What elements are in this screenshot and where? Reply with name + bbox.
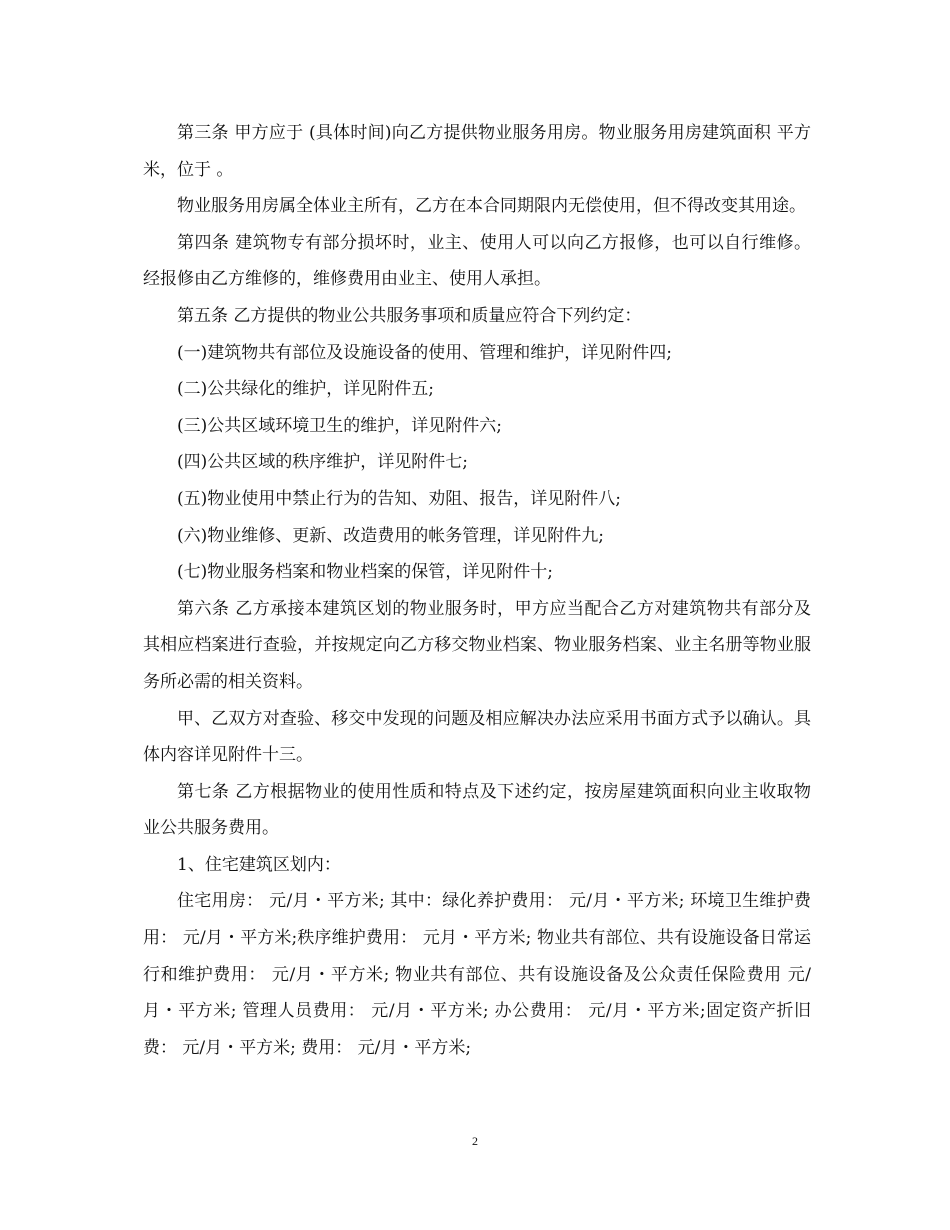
paragraph-article-4: 第四条 建筑物专有部分损坏时，业主、使用人可以向乙方报修，也可以自行维修。经报修由乙方维修的，维修费用由业主、使用人承担。 bbox=[143, 232, 811, 290]
page-number: 2 bbox=[472, 1134, 478, 1148]
list-item-2: (二)公共绿化的维护，详见附件五; bbox=[177, 379, 434, 400]
paragraph-article-5: 第五条 乙方提供的物业公共服务事项和质量应符合下列约定： bbox=[177, 305, 642, 326]
list-item-4: (四)公共区域的秩序维护，详见附件七; bbox=[177, 452, 468, 473]
list-item-7: (七)物业服务档案和物业档案的保管，详见附件十; bbox=[177, 562, 553, 583]
paragraph-inspection-confirmation: 甲、乙双方对查验、移交中发现的问题及相应解决办法应采用书面方式予以确认。具体内容详见附件十三。 bbox=[143, 708, 811, 766]
paragraph-residential-fees: 住宅用房： 元/月・平方米; 其中：绿化养护费用： 元/月・平方米; 环境卫生维护费用： 元/月・平方米;秩序维护费用： 元月・平方米; 物业共有部位、共有设施设备日常运行和维护费用： 元/月・平方米; 物业共有部位、共有设施设备及公众责任保险费用 元/月・平方米; 管理人员费用： 元/月・平方米; 办公费用： 元/月・平方米;固定资产折旧费： 元/月・平方米; 费用： 元/月・平方米; bbox=[143, 891, 811, 1058]
paragraph-article-3: 第三条 甲方应于 (具体时间)向乙方提供物业服务用房。物业服务用房建筑面积 平方米，位于 。 bbox=[143, 123, 811, 180]
list-item-5: (五)物业使用中禁止行为的告知、劝阻、报告，详见附件八; bbox=[177, 488, 621, 509]
list-item-1: (一)建筑物共有部位及设施设备的使用、管理和维护，详见附件四; bbox=[177, 342, 672, 363]
list-item-3: (三)公共区域环境卫生的维护，详见附件六; bbox=[177, 415, 502, 436]
list-item-6: (六)物业维修、更新、改造费用的帐务管理，详见附件九; bbox=[177, 525, 604, 546]
paragraph-residential-zone: 1、住宅建筑区划内： bbox=[177, 854, 341, 875]
document-body bbox=[143, 115, 811, 1066]
paragraph-service-room-ownership: 物业服务用房属全体业主所有，乙方在本合同期限内无偿使用，但不得改变其用途。 bbox=[177, 196, 806, 217]
paragraph-article-6: 第六条 乙方承接本建筑区划的物业服务时，甲方应当配合乙方对建筑物共有部分及其相应档案进行查验，并按规定向乙方移交物业档案、物业服务档案、业主名册等物业服务所必需的相关资料。 bbox=[143, 598, 811, 692]
paragraph-article-7: 第七条 乙方根据物业的使用性质和特点及下述约定，按房屋建筑面积向业主收取物业公共服务费用。 bbox=[143, 781, 811, 839]
